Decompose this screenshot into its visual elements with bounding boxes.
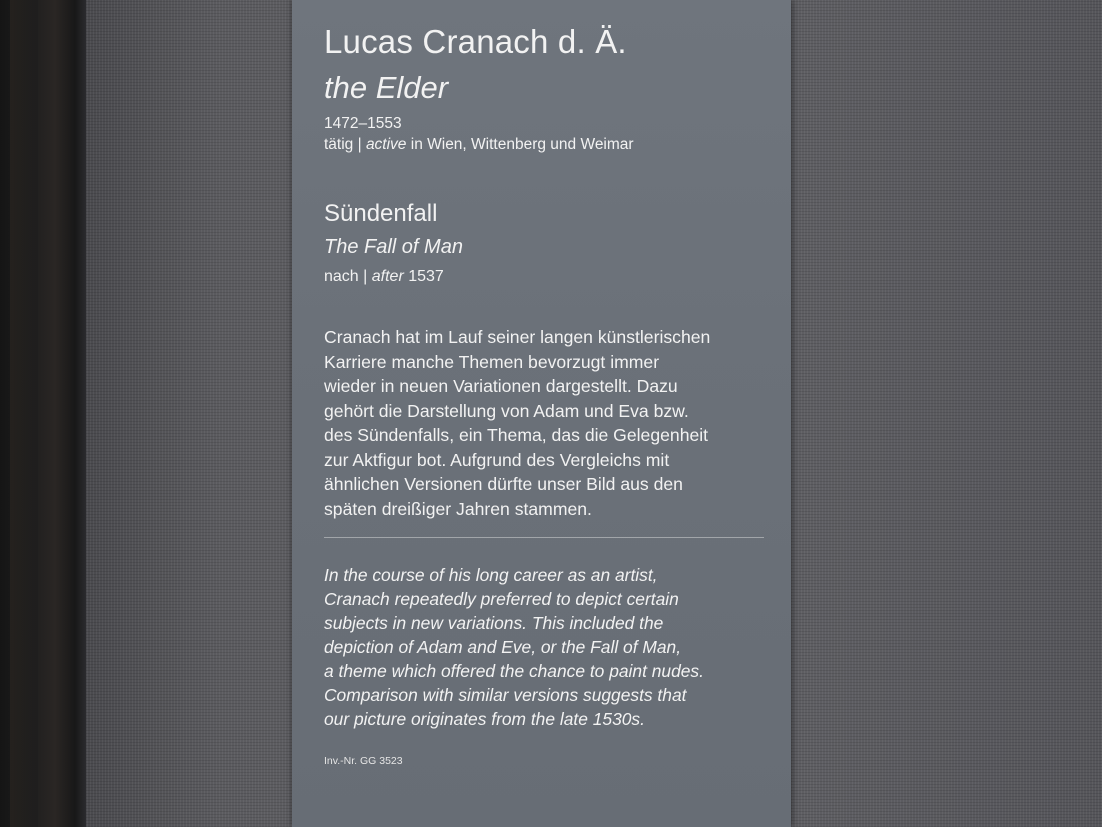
artwork-date [324, 268, 444, 286]
artwork-title-english: The Fall of Man [324, 236, 463, 258]
description-english-line: depiction of Adam and Eve, or the Fall of Man, [324, 637, 682, 657]
artist-name-english: the Elder [324, 70, 449, 105]
description-english-line: Comparison with similar versions suggests that [324, 685, 687, 705]
active-word: active [365, 136, 407, 153]
painting-frame-edge [0, 0, 86, 827]
description-english-line: subjects in new variations. This included the [324, 613, 664, 633]
date-prefix: nach | [324, 268, 372, 285]
description-english [324, 563, 784, 731]
description-german-line: des Sündenfalls, ein Thema, das die Gelegenheit [324, 425, 709, 445]
artist-active-line [324, 136, 634, 154]
artwork-title-german: Sündenfall [324, 200, 438, 227]
date-year: 1537 [403, 268, 444, 285]
description-english-line: In the course of his long career as an artist, [324, 565, 658, 585]
active-places: in Wien, Wittenberg und Weimar [406, 136, 634, 153]
description-english-line: our picture originates from the late 1530s. [324, 709, 645, 729]
description-german-line: wieder in neuen Variationen dargestellt. Dazu [324, 376, 678, 396]
description-german-line: späten dreißiger Jahren stammen. [324, 498, 592, 519]
inventory-number: Inv.-Nr. GG 3523 [324, 755, 403, 767]
artist-name: Lucas Cranach d. Ä. [324, 23, 627, 60]
active-prefix: tätig | [324, 136, 366, 153]
section-divider [324, 537, 764, 538]
description-german-line: ähnlichen Versionen dürfte unser Bild aus den [324, 474, 683, 494]
description-german-line: gehört die Darstellung von Adam und Eva bzw. [324, 400, 689, 421]
museum-wall-label [292, 0, 791, 827]
description-german [324, 325, 784, 521]
description-german-line: Karriere manche Themen bevorzugt immer [324, 351, 660, 372]
date-word: after [371, 268, 404, 285]
description-german-line: Cranach hat im Lauf seiner langen künstlerischen [324, 327, 711, 347]
description-english-line: a theme which offered the chance to paint nudes. [324, 661, 704, 681]
description-english-line: Cranach repeatedly preferred to depict certain [324, 589, 679, 609]
artist-life-dates: 1472–1553 [324, 115, 402, 132]
description-german-line: zur Aktfigur bot. Aufgrund des Vergleichs mit [324, 449, 670, 470]
